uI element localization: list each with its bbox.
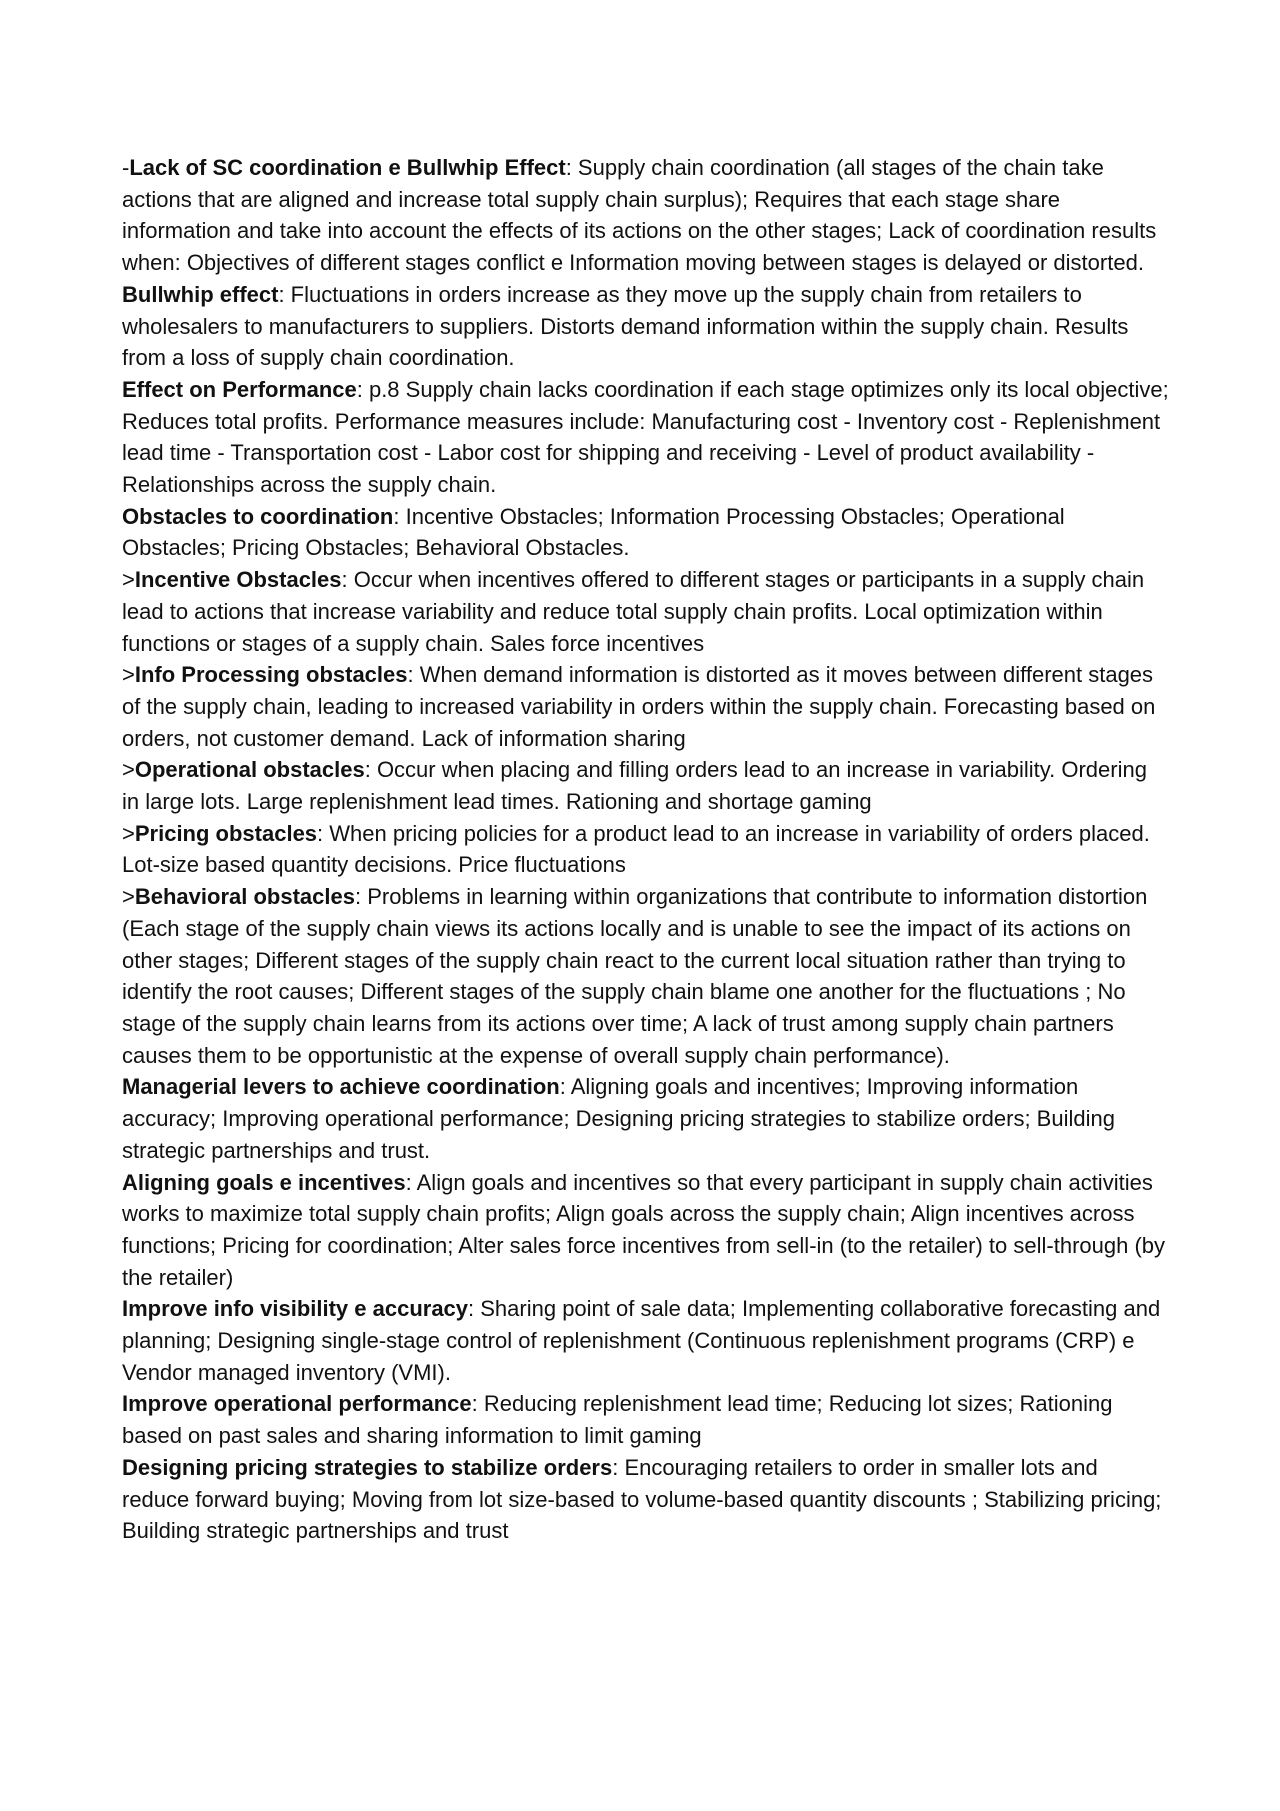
paragraph-prefix: > xyxy=(122,567,135,593)
paragraph-bullwhip-effect xyxy=(122,279,1170,374)
paragraph-effect-on-performance xyxy=(122,374,1170,501)
paragraph-behavioral-obstacles xyxy=(122,881,1170,1071)
paragraph-body: : Supply chain coordination (all stages of the chain take actions that are aligned and increase total supply chain surplus); Requires that each stage share information and take into account the effects of its actions on the other stages; Lack of coordination results when: Objectives of different stages conflict e Information moving between stages is delayed or distorted. xyxy=(122,155,1157,276)
paragraph-obstacles-to-coordination xyxy=(122,501,1170,564)
paragraph-body: : Occur when incentives offered to different stages or participants in a supply chain lead to actions that increase variability and reduce total supply chain profits. Local optimization within functions or stages of a supply chain. Sales force incentives xyxy=(122,567,1145,656)
paragraph-heading: Bullwhip effect xyxy=(122,281,279,307)
paragraph-heading: Obstacles to coordination xyxy=(122,503,394,529)
paragraph-aligning-goals xyxy=(122,1167,1170,1294)
paragraph-incentive-obstacles xyxy=(122,564,1170,659)
paragraph-heading: Pricing obstacles xyxy=(134,820,318,846)
paragraph-heading: Improve info visibility e accuracy xyxy=(122,1296,469,1322)
paragraph-body: : Incentive Obstacles; Information Processing Obstacles; Operational Obstacles; Pricing Obstacles; Behavioral Obstacles. xyxy=(122,503,1065,561)
paragraph-info-processing-obstacles xyxy=(122,659,1170,754)
paragraph-heading: Effect on Performance xyxy=(122,376,357,402)
paragraph-body: : Align goals and incentives so that every participant in supply chain activities works to maximize total supply chain profits; Align goals across the supply chain; Align incentives across functions; Pricing for coordination; Alter sales force incentives from sell-in (to the retailer) to sell-through (by the retailer) xyxy=(122,1169,1166,1290)
paragraph-prefix: > xyxy=(122,884,135,910)
paragraph-body: : Aligning goals and incentives; Improving information accuracy; Improving operational performance; Designing pricing strategies to stabilize orders; Building strategic partnerships and trust. xyxy=(122,1074,1115,1163)
paragraph-improve-operational-performance xyxy=(122,1388,1170,1451)
document-page xyxy=(122,152,1170,1547)
paragraph-prefix: > xyxy=(122,820,135,846)
paragraph-body: : Encouraging retailers to order in smaller lots and reduce forward buying; Moving from lot size-based to volume-based quantity discounts ; Stabilizing pricing; Building strategic partnerships and trust xyxy=(122,1454,1162,1544)
paragraph-body: : When demand information is distorted as it moves between different stages of the supply chain, leading to increased variability in orders within the supply chain. Forecasting based on orders, not customer demand. Lack of information sharing xyxy=(122,662,1156,751)
paragraph-operational-obstacles xyxy=(122,754,1170,817)
paragraph-body: : Problems in learning within organizations that contribute to information distortion (Each stage of the supply chain views its actions locally and is unable to see the impact of its actions on other stages; Different stages of the supply chain react to the current local situation rather than trying to identify the root causes; Different stages of the supply chain blame one another for the fluctuations ; No stage of the supply chain learns from its actions over time; A lack of trust among supply chain partners causes them to be opportunistic at the expense of overall supply chain performance). xyxy=(122,884,1148,1068)
paragraph-body: : Sharing point of sale data; Implementing collaborative forecasting and planning; Designing single-stage control of replenishment (Continuous replenishment programs (CRP) e Vendor managed inventory (VMI). xyxy=(122,1296,1161,1385)
paragraph-heading: Managerial levers to achieve coordination xyxy=(122,1074,560,1100)
paragraph-prefix: > xyxy=(122,662,135,688)
paragraph-heading: Improve operational performance xyxy=(122,1391,472,1417)
paragraph-heading: Designing pricing strategies to stabilize orders xyxy=(122,1454,613,1480)
paragraph-heading: Aligning goals e incentives xyxy=(122,1169,406,1195)
paragraph-managerial-levers xyxy=(122,1071,1170,1166)
paragraph-body: : p.8 Supply chain lacks coordination if each stage optimizes only its local objective; Reduces total profits. Performance measures include: Manufacturing cost - Inventory cost - Replenishment lead time - Transportation cost - Labor cost for shipping and receiving - Level of product availability - Relationships across the supply chain. xyxy=(122,376,1169,498)
paragraph-body: : Fluctuations in orders increase as they move up the supply chain from retailers to wholesalers to manufacturers to suppliers. Distorts demand information within the supply chain. Results from a loss of supply chain coordination. xyxy=(122,281,1129,371)
paragraph-designing-pricing-strategies xyxy=(122,1452,1170,1547)
paragraph-heading: Behavioral obstacles xyxy=(134,884,355,910)
paragraph-heading: Incentive Obstacles xyxy=(134,567,342,593)
paragraph-body: : When pricing policies for a product lead to an increase in variability of orders placed. Lot-size based quantity decisions. Price fluctuations xyxy=(122,820,1150,878)
paragraph-heading: Info Processing obstacles xyxy=(134,662,408,688)
paragraph-prefix: - xyxy=(122,155,130,180)
paragraph-body: : Occur when placing and filling orders lead to an increase in variability. Ordering in large lots. Large replenishment lead times. Rationing and shortage gaming xyxy=(122,757,1147,815)
paragraph-prefix: > xyxy=(122,757,135,783)
paragraph-heading: Lack of SC coordination e Bullwhip Effect xyxy=(129,155,566,180)
paragraph-body: : Reducing replenishment lead time; Reducing lot sizes; Rationing based on past sales and sharing information to limit gaming xyxy=(122,1391,1113,1449)
paragraph-pricing-obstacles xyxy=(122,818,1170,881)
paragraph-improve-info-visibility xyxy=(122,1293,1170,1388)
paragraph-heading: Operational obstacles xyxy=(134,757,365,783)
paragraph-lack-of-coordination xyxy=(122,152,1170,279)
